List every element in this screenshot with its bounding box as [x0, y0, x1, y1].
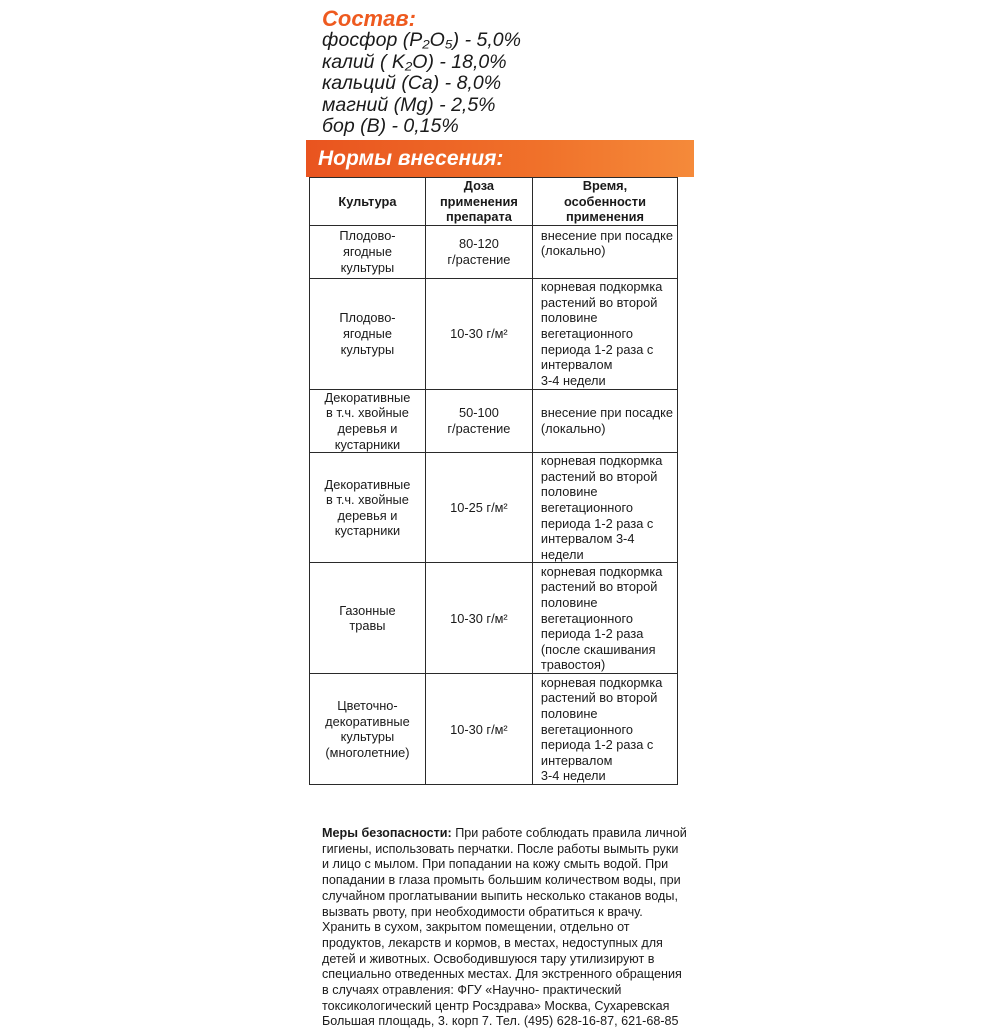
composition-section	[322, 8, 682, 138]
composition-line-boron: бор (B) - 0,15%	[322, 115, 459, 137]
time-cell: корневая подкормка растений во второй половине вегетационного периода 1-2 раза с интервалом 3-4 недели	[532, 453, 677, 563]
table-row	[310, 389, 678, 452]
table-header-row	[310, 178, 678, 226]
culture-cell: Плодово- ягодные культуры	[310, 278, 426, 389]
composition-line-calcium: кальций (Ca) - 8,0%	[322, 72, 502, 94]
table-row	[310, 453, 678, 563]
norms-title: Нормы внесения:	[318, 147, 504, 170]
culture-cell: Декоративные в т.ч. хвойные деревья и кустарники	[310, 389, 426, 452]
time-cell: корневая подкормка растений во второй половине вегетационного периода 1-2 раза с интервалом 3-4 недели	[532, 674, 677, 785]
composition-title: Состав:	[322, 6, 416, 31]
dose-cell: 10-30 г/м²	[425, 278, 532, 389]
table-row	[310, 563, 678, 674]
dose-cell: 50-100 г/растение	[425, 389, 532, 452]
norms-header-band	[306, 140, 694, 177]
norms-table	[309, 177, 678, 785]
culture-cell: Газонные травы	[310, 563, 426, 674]
table-row	[310, 674, 678, 785]
culture-cell: Цветочно- декоративные культуры (многолетние)	[310, 674, 426, 785]
composition-line-potassium: калий ( K₂O) - 18,0%	[322, 50, 507, 73]
dose-cell: 80-120 г/растение	[425, 225, 532, 278]
header-dose: Доза применения препарата	[425, 178, 532, 226]
table-row	[310, 225, 678, 278]
time-cell: внесение при посадке (локально)	[532, 225, 677, 278]
dose-cell: 10-25 г/м²	[425, 453, 532, 563]
safety-paragraph	[322, 826, 687, 1030]
composition-line-phosphorus: фосфор (P₂O₅) - 5,0%	[322, 29, 521, 51]
table-row	[310, 278, 678, 389]
time-cell: корневая подкормка растений во второй половине вегетационного периода 1-2 раза (после скашивания травостоя)	[532, 563, 677, 674]
header-time: Время, особенности применения	[532, 178, 677, 226]
header-culture: Культура	[310, 178, 426, 226]
safety-text: При работе соблюдать правила личной гигиены, использовать перчатки. После работы вымыть руки и лицо с мылом. При попадании на кожу смыть водой. При попадании в глаза промыть большим количеством воды, при случайном проглатывании выпить несколько стаканов воды, вызвать рвоту, при необходимости обратиться к врачу. Хранить в сухом, закрытом помещении, отдельно от продуктов, лекарств и кормов, в местах, недоступных для детей и животных. Освободившуюся тару утилизируют в специально отведенных местах. Для экстренного обращения в случаях отравления: ФГУ «Научно- практический токсикологический центр Росздрава» Москва, Сухаревская Большая площадь, 3. корп 7. Тел. (495) 628-16-87, 621-68-85	[322, 826, 687, 1029]
time-cell: корневая подкормка растений во второй половине вегетационного периода 1-2 раза с интервалом 3-4 недели	[532, 278, 677, 389]
dose-cell: 10-30 г/м²	[425, 674, 532, 785]
composition-line-magnesium: магний (Mg) - 2,5%	[322, 93, 496, 116]
dose-cell: 10-30 г/м²	[425, 563, 532, 674]
culture-cell: Декоративные в т.ч. хвойные деревья и кустарники	[310, 453, 426, 563]
safety-label: Меры безопасности:	[322, 826, 452, 840]
time-cell: внесение при посадке (локально)	[532, 389, 677, 452]
culture-cell: Плодово- ягодные культуры	[310, 225, 426, 278]
